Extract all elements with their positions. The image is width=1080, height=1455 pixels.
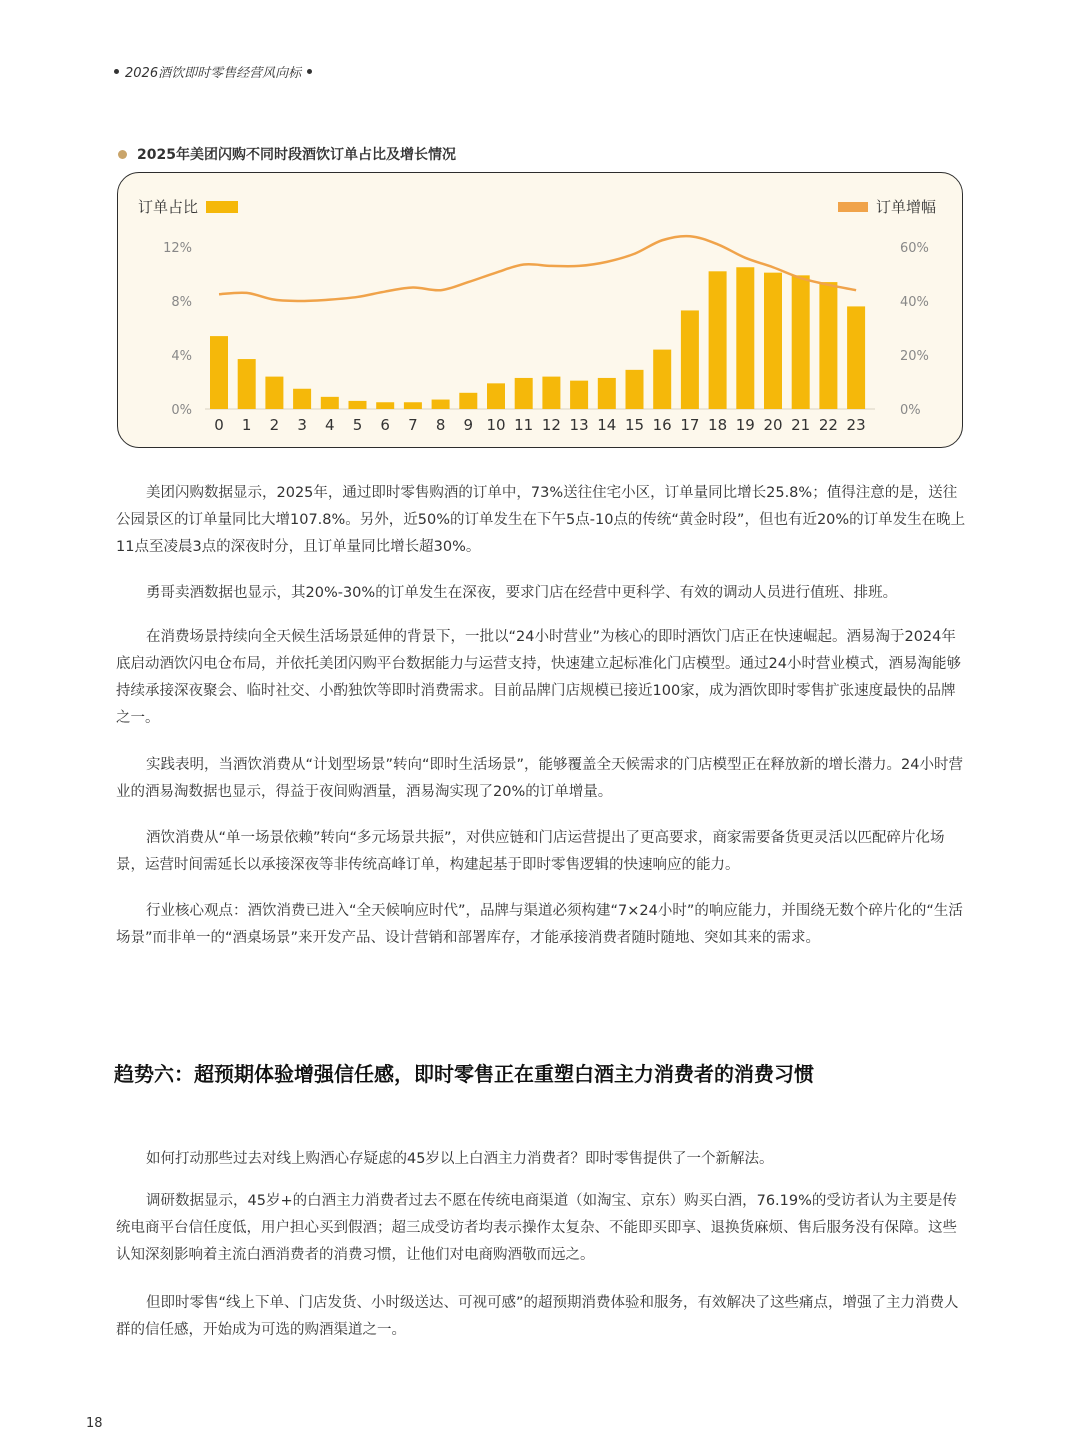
- x-tick-label: 6: [380, 416, 390, 434]
- legend-swatch-bar: [206, 201, 238, 213]
- x-tick-label: 13: [569, 416, 589, 434]
- paragraph: 实践表明，当酒饮消费从“计划型场景”转向“即时生活场景”，能够覆盖全天候需求的门店模型正在释放新的增长潜力。24小时营业的酒易淘数据也显示，得益于夜间购酒量，酒易淘实现了20%的订单增量。: [116, 757, 963, 800]
- x-tick-label: 16: [652, 416, 672, 434]
- bar-order-share: [515, 378, 533, 409]
- header-title: 2026酒饮即时零售经营风向标: [125, 66, 302, 81]
- line-order-growth: [219, 236, 856, 301]
- bar-order-share: [487, 383, 505, 409]
- paragraph: 酒饮消费从“单一场景依赖”转向“多元场景共振”，对供应链和门店运营提出了更高要求，商家需要备货更灵活以匹配碎片化场景，运营时间需延长以承接深夜等非传统高峰订单，构建起基于即时零售逻辑的快速响应的能力。: [116, 830, 945, 873]
- chart-title: 2025年美团闪购不同时段酒饮订单占比及增长情况: [137, 147, 456, 163]
- bar-order-share: [709, 271, 727, 409]
- x-tick-label: 21: [791, 416, 811, 434]
- x-tick-label: 17: [680, 416, 700, 434]
- y-left-tick-label: 4%: [171, 349, 192, 364]
- bar-order-share: [459, 393, 477, 409]
- x-tick-label: 2: [269, 416, 280, 434]
- x-tick-label: 11: [514, 416, 534, 434]
- bar-order-share: [349, 401, 367, 409]
- paragraph: 勇哥卖酒数据也显示，其20%-30%的订单发生在深夜，要求门店在经营中更科学、有效的调动人员进行值班、排班。: [146, 585, 898, 601]
- y-right-tick-label: 20%: [900, 349, 929, 364]
- x-tick-label: 19: [735, 416, 755, 434]
- bar-order-share: [653, 350, 671, 409]
- y-left-tick-label: 8%: [171, 295, 192, 310]
- bar-order-share: [321, 397, 339, 409]
- page-number: 18: [86, 1416, 103, 1431]
- legend-swatch-line: [838, 202, 868, 212]
- x-tick-label: 9: [463, 416, 474, 434]
- hourly-order-chart: [0, 0, 1080, 460]
- y-left-tick-label: 0%: [171, 403, 192, 418]
- x-tick-label: 18: [708, 416, 728, 434]
- bar-order-share: [238, 359, 256, 409]
- x-tick-label: 23: [846, 416, 866, 434]
- x-tick-label: 10: [486, 416, 506, 434]
- x-tick-label: 8: [435, 416, 446, 434]
- bar-order-share: [293, 389, 311, 409]
- paragraph: 如何打动那些过去对线上购酒心存疑虑的45岁以上白酒主力消费者？即时零售提供了一个新解法。: [146, 1151, 774, 1167]
- legend-label-order-share: 订单占比: [138, 198, 199, 216]
- legend-order-growth: [838, 196, 936, 217]
- y-right-tick-label: 40%: [900, 295, 929, 310]
- bar-order-share: [570, 381, 588, 409]
- y-right-tick-label: 60%: [900, 241, 929, 256]
- bar-order-share: [432, 400, 450, 409]
- y-right-tick-label: 0%: [900, 403, 921, 418]
- bar-order-share: [626, 370, 644, 409]
- paragraph: 但即时零售“线上下单、门店发货、小时级送达、可视可感”的超预期消费体验和服务，有效解决了这些痛点，增强了主力消费人群的信任感，开始成为可选的购酒渠道之一。: [116, 1295, 959, 1338]
- x-tick-label: 5: [352, 416, 363, 434]
- bar-order-share: [265, 377, 283, 409]
- x-tick-label: 3: [297, 416, 307, 434]
- legend-label-order-growth: 订单增幅: [876, 198, 937, 216]
- bar-order-share: [598, 378, 616, 409]
- x-tick-label: 1: [241, 416, 252, 434]
- bar-order-share: [210, 336, 228, 409]
- bar-order-share: [792, 275, 810, 409]
- bar-order-share: [736, 267, 754, 409]
- bar-order-share: [681, 310, 699, 409]
- x-tick-label: 7: [408, 416, 418, 434]
- bar-order-share: [404, 402, 422, 409]
- legend-order-share: [138, 196, 238, 217]
- x-tick-label: 22: [818, 416, 838, 434]
- paragraph: 美团闪购数据显示，2025年，通过即时零售购酒的订单中，73%送往住宅小区，订单量同比增长25.8%；值得注意的是，送往公园景区的订单量同比大增107.8%。另外，近50%的订单发生在下午5点-10点的传统“黄金时段”，但也有近20%的订单发生在晚上11点至凌晨3点的深夜时分，且订单量同比增长超30%。: [116, 485, 966, 555]
- bar-order-share: [847, 306, 865, 409]
- bar-order-share: [819, 282, 837, 409]
- x-tick-label: 0: [214, 416, 224, 434]
- x-tick-label: 20: [763, 416, 783, 434]
- bar-order-share: [764, 273, 782, 409]
- paragraph: 在消费场景持续向全天候生活场景延伸的背景下，一批以“24小时营业”为核心的即时酒饮门店正在快速崛起。酒易淘于2024年底启动酒饮闪电仓布局，并依托美团闪购平台数据能力与运营支持，快速建立起标准化门店模型。通过24小时营业模式，酒易淘能够持续承接深夜聚会、临时社交、小酌独饮等即时消费需求。目前品牌门店规模已接近100家，成为酒饮即时零售扩张速度最快的品牌之一。: [116, 629, 961, 726]
- x-tick-label: 14: [597, 416, 617, 434]
- x-tick-label: 12: [541, 416, 561, 434]
- paragraph: 行业核心观点：酒饮消费已进入“全天候响应时代”，品牌与渠道必须构建“7×24小时”的响应能力，并围绕无数个碎片化的“生活场景”而非单一的“酒桌场景”来开发产品、设计营销和部署库存，才能承接消费者随时随地、突如其来的需求。: [116, 903, 963, 946]
- y-left-tick-label: 12%: [163, 241, 192, 256]
- x-tick-label: 4: [325, 416, 335, 434]
- x-tick-label: 15: [624, 416, 645, 434]
- paragraph: 调研数据显示，45岁+的白酒主力消费者过去不愿在传统电商渠道（如淘宝、京东）购买白酒，76.19%的受访者认为主要是传统电商平台信任度低，用户担心买到假酒；超三成受访者均表示操作太复杂、不能即买即享、退换货麻烦、售后服务没有保障。这些认知深刻影响着主流白酒消费者的消费习惯，让他们对电商购酒敬而远之。: [116, 1193, 957, 1263]
- bar-order-share: [542, 377, 560, 409]
- bar-order-share: [376, 402, 394, 409]
- section-heading: 趋势六：超预期体验增强信任感，即时零售正在重塑白酒主力消费者的消费习惯: [114, 1062, 814, 1086]
